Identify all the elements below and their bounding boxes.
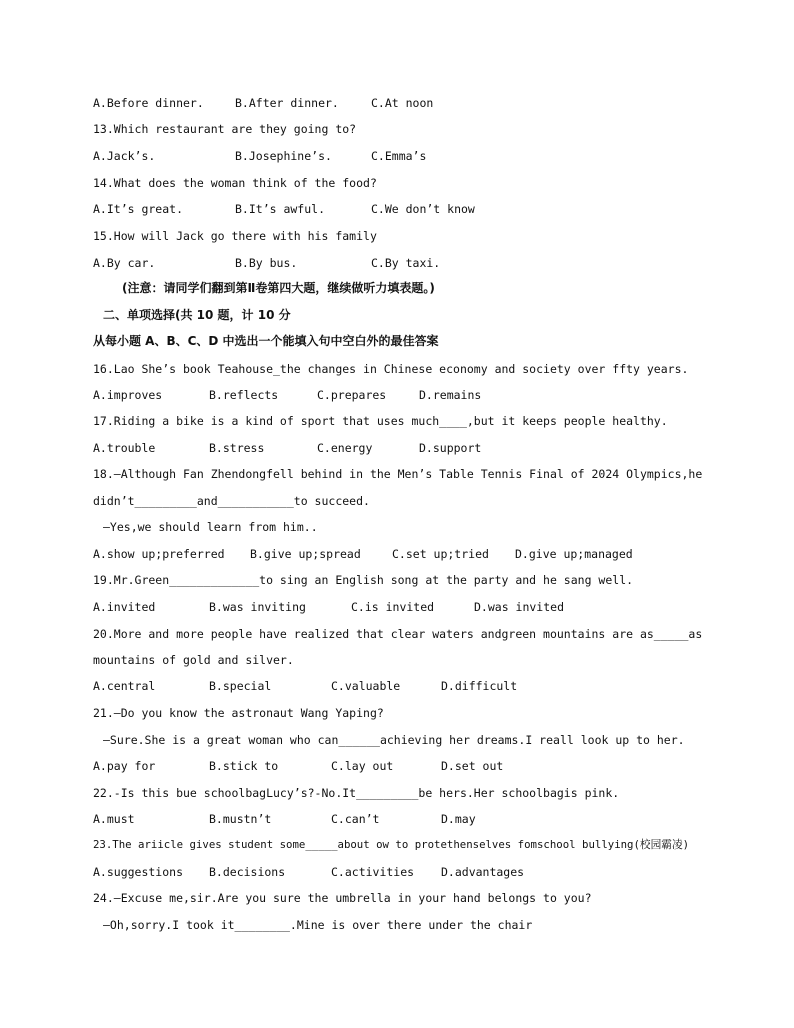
question-20-line-1: 20.More and more people have realized that clear waters andgreen mountains are as_____as (93, 627, 703, 641)
q13-option-c: C.Emma’s (371, 149, 427, 163)
question-21-line-1: 21.—Do you know the astronaut Wang Yaping? (93, 706, 384, 720)
q13-option-b: B.Josephine’s. (235, 149, 332, 163)
question-22: 22.-Is this bue schoolbagLucy’s?-No.It_________be hers.Her schoolbagis pink. (93, 786, 620, 800)
q23-option-d: D.advantages (441, 865, 525, 879)
question-19: 19.Mr.Green_____________to sing an English song at the party and he sang well. (93, 573, 634, 587)
q23-option-b: B.decisions (209, 865, 286, 879)
question-18-reply: —Yes,we should learn from him.. (103, 520, 318, 534)
q17-option-d: D.support (419, 441, 482, 455)
question-15: 15.How will Jack go there with his family (93, 229, 377, 243)
q22-option-d: D.may (441, 812, 476, 826)
question-18-line-1: 18.—Although Fan Zhendongfell behind in the Men’s Table Tennis Final of 2024 Olympics,he (93, 467, 703, 481)
q14-option-b: B.It’s awful. (235, 202, 326, 216)
q16-option-d: D.remains (419, 388, 482, 402)
q19-option-a: A.invited (93, 600, 156, 614)
q15-option-b: B.By bus. (235, 256, 298, 270)
q15-option-c: C.By taxi. (371, 256, 441, 270)
question-21-reply: —Sure.She is a great woman who can______achieving her dreams.I reall look up to her. (103, 733, 685, 747)
question-23: 23.The ariicle gives student some_____about ow to protethenselves fomschool bullying(校园霸凌) (93, 838, 690, 851)
q17-option-c: C.energy (317, 441, 373, 455)
q16-option-a: A.improves (93, 388, 163, 402)
q13-option-a: A.Jack’s. (93, 149, 156, 163)
q22-option-c: C.can’t (331, 812, 380, 826)
q19-option-b: B.was inviting (209, 600, 306, 614)
q20-option-d: D.difficult (441, 679, 518, 693)
q23-option-c: C.activities (331, 865, 415, 879)
q22-option-b: B.mustn’t (209, 812, 272, 826)
q18-option-c: C.set up;tried (392, 547, 489, 561)
q18-option-b: B.give up;spread (250, 547, 361, 561)
question-13: 13.Which restaurant are they going to? (93, 122, 357, 136)
q23-option-a: A.suggestions (93, 865, 184, 879)
question-24-line-1: 24.—Excuse me,sir.Are you sure the umbrella in your hand belongs to you? (93, 891, 592, 905)
q18-option-a: A.show up;preferred (93, 547, 225, 561)
q17-option-a: A.trouble (93, 441, 156, 455)
q21-option-c: C.lay out (331, 759, 394, 773)
question-20-line-2: mountains of gold and silver. (93, 653, 294, 667)
q16-option-c: C.prepares (317, 388, 387, 402)
q14-option-a: A.It’s great. (93, 202, 184, 216)
question-17: 17.Riding a bike is a kind of sport that uses much____,but it keeps people healthy. (93, 414, 668, 428)
q20-option-a: A.central (93, 679, 156, 693)
q17-option-b: B.stress (209, 441, 265, 455)
q12-option-b: B.After dinner. (235, 96, 339, 110)
q12-option-a: A.Before dinner. (93, 96, 204, 110)
question-18-line-2: didn’t_________and___________to succeed. (93, 494, 370, 508)
question-24-reply: —Oh,sorry.I took it________.Mine is over there under the chair (103, 918, 533, 932)
q21-option-b: B.stick to (209, 759, 279, 773)
q22-option-a: A.must (93, 812, 135, 826)
q21-option-a: A.pay for (93, 759, 156, 773)
question-14: 14.What does the woman think of the food? (93, 176, 377, 190)
q18-option-d: D.give up;managed (515, 547, 633, 561)
q12-option-c: C.At noon (371, 96, 434, 110)
q15-option-a: A.By car. (93, 256, 156, 270)
q19-option-d: D.was invited (474, 600, 565, 614)
listening-note: (注意：请同学们翻到第Ⅱ卷第四大题，继续做听力填表题。) (122, 281, 435, 295)
q20-option-c: C.valuable (331, 679, 401, 693)
q19-option-c: C.is invited (351, 600, 435, 614)
q16-option-b: B.reflects (209, 388, 279, 402)
q20-option-b: B.special (209, 679, 272, 693)
q21-option-d: D.set out (441, 759, 504, 773)
question-16: 16.Lao She’s book Teahouse_the changes in Chinese economy and society over ffty years. (93, 362, 689, 376)
section-heading: 二、单项选择(共 10 题，计 10 分 (103, 308, 291, 322)
section-instruction: 从每小题 A、B、C、D 中选出一个能填入句中空白外的最佳答案 (93, 334, 439, 348)
q14-option-c: C.We don’t know (371, 202, 475, 216)
